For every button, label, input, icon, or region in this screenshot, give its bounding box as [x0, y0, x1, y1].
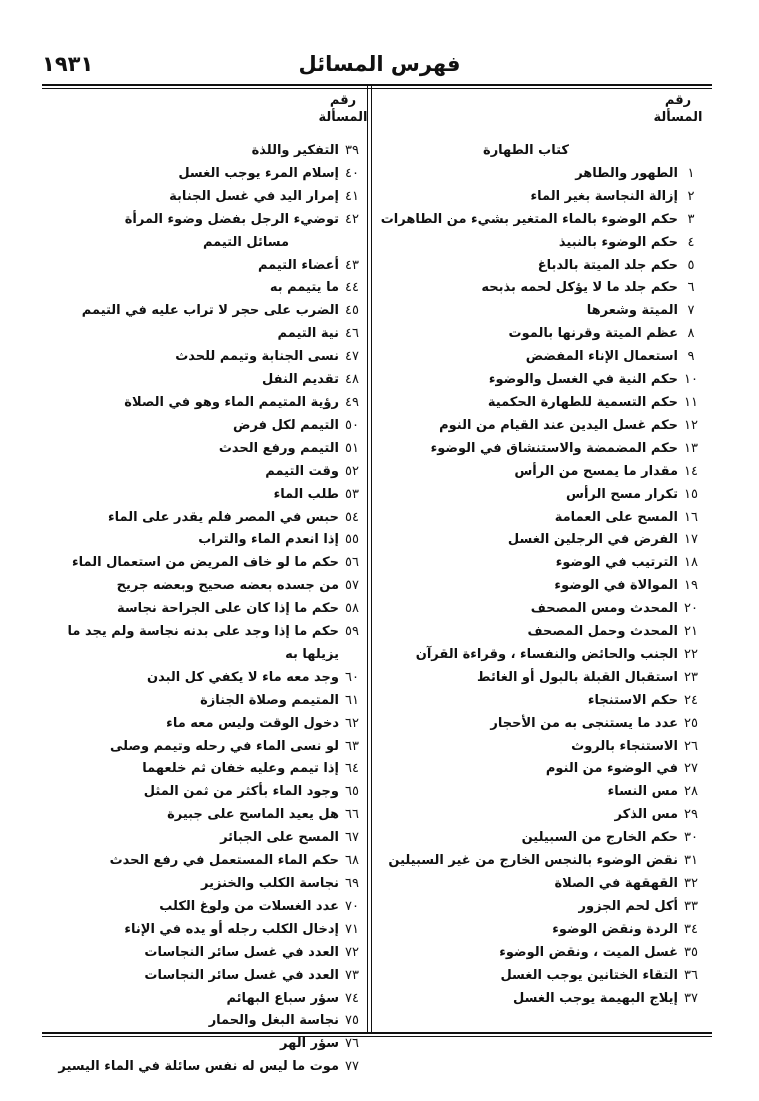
index-entry — [48, 781, 365, 804]
entry-number: ٣٢ — [684, 876, 698, 891]
index-entry — [374, 529, 704, 552]
entry-title: القهقهة في الصلاة — [554, 876, 678, 891]
entry-number: ٢٤ — [684, 692, 698, 708]
entry-title: حكم غسل اليدين عند القيام من النوم — [439, 417, 678, 433]
entry-number: ٣ — [687, 211, 695, 227]
entry-number: ٢١ — [684, 624, 698, 640]
entry-number: ٥٨ — [345, 601, 359, 617]
entry-title: مسائل التيمم — [202, 234, 289, 250]
entry-number: ٦٤ — [345, 761, 359, 777]
entry-title: حكم جلد الميتة بالدباغ — [537, 257, 678, 273]
entry-number: ٢٥ — [684, 715, 698, 731]
index-entry — [374, 323, 704, 346]
entry-title: حكم الاستنجاء — [587, 692, 678, 708]
index-entry — [374, 736, 704, 759]
index-entry — [48, 346, 365, 369]
left-column-header — [318, 92, 368, 126]
entry-title: هل يعيد الماسح على جبيرة — [167, 807, 339, 823]
index-entry — [374, 781, 704, 804]
entry-title: في الوضوء من النوم — [545, 761, 678, 777]
entry-title: دخول الوقت وليس معه ماء — [166, 715, 339, 731]
entry-title: إذا انعدم الماء والتراب — [198, 532, 339, 548]
index-entry — [48, 873, 365, 896]
entry-title: وقت التيمم — [265, 463, 339, 479]
column-header-line1: رقم — [329, 93, 357, 108]
entry-title: كتاب الطهارة — [483, 143, 569, 158]
entry-title: المحدث وحمل المصحف — [527, 624, 678, 640]
entry-title: التيمم ورفع الحدث — [218, 440, 339, 456]
entry-number: ٦٨ — [345, 853, 359, 869]
entry-title: مس الذكر — [614, 807, 678, 823]
index-entry — [48, 850, 365, 873]
entry-number: ٥ — [687, 257, 695, 273]
entry-number: ٥٤ — [345, 509, 359, 525]
entry-title: الترتيب في الوضوء — [555, 555, 678, 571]
entry-title: الموالاة في الوضوء — [554, 578, 678, 594]
entry-title: حكم الخارج من السبيلين — [521, 830, 678, 846]
entry-number: ٣٧ — [684, 990, 698, 1006]
index-entry — [48, 484, 365, 507]
index-entry — [48, 277, 365, 300]
index-entry — [48, 529, 365, 552]
entry-title: حكم ما لو خاف المريض من استعمال الماء — [72, 555, 339, 571]
entry-number: ٥٦ — [345, 555, 359, 571]
entry-title: لو نسى الماء في رحله وتيمم وصلى — [109, 738, 339, 754]
entry-title: التيمم لكل فرض — [232, 417, 339, 433]
entry-title: حكم النية في الغسل والوضوء — [488, 372, 678, 388]
entry-title: المسح على الجبائر — [220, 830, 339, 846]
index-entry — [48, 1010, 365, 1033]
entry-number: ٩ — [687, 349, 695, 365]
entry-number: ١٦ — [684, 509, 698, 525]
entry-number: ١٤ — [684, 463, 698, 479]
entry-title: مقدار ما يمسح من الرأس — [514, 463, 678, 479]
bottom-rule-thin — [42, 1036, 712, 1037]
index-entry — [48, 415, 365, 438]
index-entry — [48, 163, 365, 186]
entry-number: ٤٨ — [345, 372, 359, 388]
entry-number: ١٢ — [684, 417, 698, 433]
entry-number: ١٥ — [684, 486, 698, 502]
entry-title: التفكير واللذة — [251, 143, 339, 158]
entry-title: من جسده بعضه صحيح وبعضه جريح — [116, 578, 339, 594]
entry-title: إدخال الكلب رجله أو يده في الإناء — [124, 921, 339, 937]
index-entry — [374, 209, 704, 232]
entry-number: ١٩ — [684, 578, 698, 594]
entry-number: ٨ — [687, 326, 695, 342]
entry-title: حكم المضمضة والاستنشاق في الوضوء — [430, 440, 678, 456]
entry-number: ٦٦ — [345, 807, 359, 823]
column-header-line2: المسألة — [318, 110, 368, 125]
entry-title: توضيء الرجل بفضل وضوء المرأة — [124, 211, 339, 227]
entry-title: الفرض في الرجلين الغسل — [507, 532, 678, 548]
index-entry — [374, 392, 704, 415]
entry-title: حكم جلد ما لا يؤكل لحمه بذبحه — [481, 280, 678, 296]
index-entry — [48, 713, 365, 736]
index-entry — [374, 484, 704, 507]
index-entry — [374, 552, 704, 575]
entry-title: حكم الوضوء بالنبيذ — [558, 234, 678, 250]
index-entry — [48, 392, 365, 415]
entry-title: المحدث ومس المصحف — [530, 601, 678, 617]
entry-title: نجاسة الكلب والخنزير — [201, 876, 339, 891]
entry-number: ٤٦ — [345, 326, 359, 342]
entry-title: الردة ونقض الوضوء — [552, 921, 678, 937]
entry-number: ١١ — [684, 394, 698, 410]
entry-number: ٤١ — [345, 188, 359, 204]
entry-number: ٥١ — [345, 440, 359, 456]
index-entry — [374, 507, 704, 530]
entry-title: وجد معه ماء لا يكفي كل البدن — [146, 669, 339, 685]
entry-number: ٤٧ — [345, 349, 359, 365]
column-header-line1: رقم — [664, 93, 692, 108]
index-entry — [48, 758, 365, 781]
entry-number: ٢٢ — [684, 646, 698, 662]
entry-title: إيلاج البهيمة يوجب الغسل — [513, 990, 678, 1006]
page-title: فهرس المسائل — [298, 52, 461, 76]
entry-title: المسح على العمامة — [554, 509, 678, 525]
entry-number: ٣٣ — [684, 898, 698, 914]
index-entry — [374, 827, 704, 850]
entry-title: الجنب والحائض والنفساء ، وقراءة القرآن — [415, 646, 678, 662]
entry-number: ١ — [687, 165, 695, 181]
index-entry — [48, 300, 365, 323]
entry-title: استعمال الإناء المفضض — [525, 349, 678, 365]
index-entry — [374, 644, 704, 667]
entry-title: تقديم النفل — [262, 372, 339, 388]
index-entry — [48, 209, 365, 232]
entry-number: ٧١ — [345, 921, 359, 937]
right-index-column — [374, 140, 704, 1010]
index-entry — [48, 186, 365, 209]
entry-title: تكرار مسح الرأس — [566, 486, 678, 502]
index-entry — [374, 277, 704, 300]
index-entry — [374, 461, 704, 484]
index-entry — [374, 598, 704, 621]
entry-number: ٥٠ — [345, 417, 359, 433]
left-index-column — [48, 140, 365, 1079]
right-column-header — [648, 92, 708, 126]
entry-number: ٢٣ — [684, 669, 698, 685]
entry-number: ٧٧ — [345, 1059, 359, 1075]
index-entry — [48, 919, 365, 942]
entry-number: ١٣ — [684, 440, 698, 456]
entry-title: أكل لحم الجزور — [578, 898, 678, 914]
index-entry — [374, 255, 704, 278]
page-number: ١٩٣١ — [42, 52, 94, 76]
entry-number: ٧٠ — [345, 898, 359, 914]
entry-number: ٤٥ — [345, 303, 359, 319]
index-entry — [374, 232, 704, 255]
index-entry — [48, 896, 365, 919]
entry-title: الاستنجاء بالروث — [571, 738, 678, 754]
entry-title: أعضاء التيمم — [257, 257, 339, 273]
entry-number: ١٨ — [684, 555, 698, 571]
index-entry — [48, 804, 365, 827]
index-entry — [374, 804, 704, 827]
index-entry — [48, 621, 365, 667]
index-entry — [48, 552, 365, 575]
entry-title: سؤر الهر — [280, 1036, 339, 1052]
entry-title: استقبال القبلة بالبول أو الغائط — [477, 669, 678, 685]
entry-number: ٧٥ — [345, 1013, 359, 1029]
top-rule-thin — [42, 88, 712, 89]
entry-number: ٧٤ — [345, 990, 359, 1006]
entry-number: ٣٦ — [684, 967, 698, 983]
entry-title: إذا تيمم وعليه خفان ثم خلعهما — [142, 761, 339, 777]
index-entry — [374, 621, 704, 644]
entry-number: ٣٥ — [684, 944, 698, 960]
entry-number: ٦٠ — [345, 669, 359, 685]
entry-title: غسل الميت ، ونقض الوضوء — [499, 944, 678, 960]
entry-number: ٤ — [687, 234, 695, 250]
entry-number: ٤٤ — [345, 280, 359, 296]
entry-number: ٦٩ — [345, 876, 359, 891]
entry-number: ٦ — [687, 280, 695, 296]
index-entry — [374, 690, 704, 713]
entry-title: حكم الماء المستعمل في رفع الحدث — [109, 853, 339, 869]
entry-title: إسلام المرء يوجب الغسل — [178, 165, 339, 181]
column-divider — [367, 86, 368, 1034]
entry-number: ١٠ — [684, 372, 698, 388]
index-entry — [374, 965, 704, 988]
entry-title: عظم الميتة وقرنها بالموت — [508, 326, 678, 342]
entry-number: ٦١ — [345, 692, 359, 708]
index-entry — [374, 942, 704, 965]
index-entry — [48, 667, 365, 690]
entry-number: ٤٩ — [345, 394, 359, 410]
entry-title: مس النساء — [607, 784, 678, 800]
entry-number: ٢٦ — [684, 738, 698, 754]
entry-title: الضرب على حجر لا تراب عليه في التيمم — [81, 303, 339, 319]
subsection-heading — [48, 232, 365, 255]
index-entry — [374, 300, 704, 323]
column-divider-inner — [371, 86, 372, 1034]
entry-number: ٧٦ — [345, 1036, 359, 1052]
entry-number: ٦٣ — [345, 738, 359, 754]
index-entry — [374, 667, 704, 690]
index-entry — [48, 255, 365, 278]
entry-number: ٥٢ — [345, 463, 359, 479]
index-entry — [48, 965, 365, 988]
index-entry — [48, 1056, 365, 1079]
entry-number: ٤٢ — [345, 211, 359, 227]
index-entry — [374, 369, 704, 392]
entry-title: التقاء الختانين يوجب الغسل — [500, 967, 678, 983]
section-heading — [374, 140, 704, 163]
entry-title: نية التيمم — [277, 326, 339, 342]
entry-number: ٦٢ — [345, 715, 359, 731]
entry-title: طلب الماء — [273, 486, 339, 502]
entry-title: نجاسة البغل والحمار — [208, 1013, 339, 1029]
entry-number: ٥٩ — [345, 624, 359, 640]
entry-number: ٣٩ — [345, 143, 359, 158]
entry-number: ٢٨ — [684, 784, 698, 800]
entry-number: ٦٥ — [345, 784, 359, 800]
bottom-rule — [42, 1032, 712, 1034]
index-entry — [48, 140, 365, 163]
index-entry — [48, 461, 365, 484]
entry-number: ٧٣ — [345, 967, 359, 983]
index-entry — [374, 163, 704, 186]
entry-number: ٧ — [687, 303, 695, 319]
entry-number: ٣٤ — [684, 921, 698, 937]
index-entry — [374, 873, 704, 896]
entry-number: ٦٧ — [345, 830, 359, 846]
entry-number: ٢٠ — [684, 601, 698, 617]
entry-title: المتيمم وصلاة الجنازة — [200, 692, 339, 708]
entry-number: ٣٠ — [684, 830, 698, 846]
index-entry — [48, 323, 365, 346]
entry-number: ٢٧ — [684, 761, 698, 777]
entry-title: حكم التسمية للطهارة الحكمية — [487, 394, 678, 410]
entry-title: ما يتيمم به — [269, 280, 339, 296]
entry-title: العدد في غسل سائر النجاسات — [144, 944, 339, 960]
index-entry — [374, 850, 704, 873]
index-entry — [374, 919, 704, 942]
entry-title: إزالة النجاسة بغير الماء — [530, 188, 678, 204]
entry-title: وجود الماء بأكثر من ثمن المثل — [143, 784, 339, 800]
entry-number: ٥٥ — [345, 532, 359, 548]
entry-title: نسى الجنابة وتيمم للحدث — [175, 349, 339, 365]
index-entry — [374, 988, 704, 1011]
entry-number: ٢٩ — [684, 807, 698, 823]
top-rule — [42, 84, 712, 86]
index-entry — [48, 369, 365, 392]
entry-title: إمرار اليد في غسل الجنابة — [169, 188, 339, 204]
entry-title: حكم ما إذا وجد على بدنه نجاسة ولم يجد ما يزيلها به — [67, 624, 339, 662]
entry-number: ٥٣ — [345, 486, 359, 502]
index-entry — [48, 827, 365, 850]
entry-number: ٣١ — [684, 853, 698, 869]
index-entry — [48, 575, 365, 598]
index-entry — [374, 896, 704, 919]
entry-title: حبس في المصر فلم يقدر على الماء — [108, 509, 339, 525]
index-entry — [48, 988, 365, 1011]
index-entry — [48, 736, 365, 759]
entry-title: عدد الغسلات من ولوغ الكلب — [159, 898, 339, 914]
index-entry — [374, 438, 704, 461]
entry-number: ٤٠ — [345, 165, 359, 181]
entry-number: ١٧ — [684, 532, 698, 548]
entry-title: سؤر سباع البهائم — [226, 990, 339, 1006]
entry-title: حكم ما إذا كان على الجراحة نجاسة — [117, 601, 339, 617]
entry-title: الطهور والطاهر — [575, 165, 678, 181]
index-entry — [48, 690, 365, 713]
entry-number: ٤٣ — [345, 257, 359, 273]
index-entry — [374, 575, 704, 598]
index-entry — [48, 598, 365, 621]
entry-title: حكم الوضوء بالماء المتغير بشيء من الطاهرات — [380, 211, 678, 227]
entry-title: موت ما ليس له نفس سائلة في الماء اليسير — [58, 1059, 339, 1075]
entry-title: العدد في غسل سائر النجاسات — [144, 967, 339, 983]
index-entry — [374, 758, 704, 781]
index-entry — [374, 713, 704, 736]
entry-title: نقض الوضوء بالنجس الخارج من غير السبيلين — [388, 853, 678, 869]
entry-title: رؤية المتيمم الماء وهو في الصلاة — [124, 394, 339, 410]
entry-number: ٢ — [687, 188, 695, 204]
index-entry — [374, 415, 704, 438]
entry-title: الميتة وشعرها — [586, 303, 678, 319]
index-entry — [48, 942, 365, 965]
entry-title: عدد ما يستنجى به من الأحجار — [490, 715, 678, 731]
entry-number: ٧٢ — [345, 944, 359, 960]
entry-number: ٥٧ — [345, 578, 359, 594]
index-entry — [374, 346, 704, 369]
index-entry — [374, 186, 704, 209]
index-entry — [48, 507, 365, 530]
column-header-line2: المسألة — [653, 110, 703, 125]
index-entry — [48, 438, 365, 461]
